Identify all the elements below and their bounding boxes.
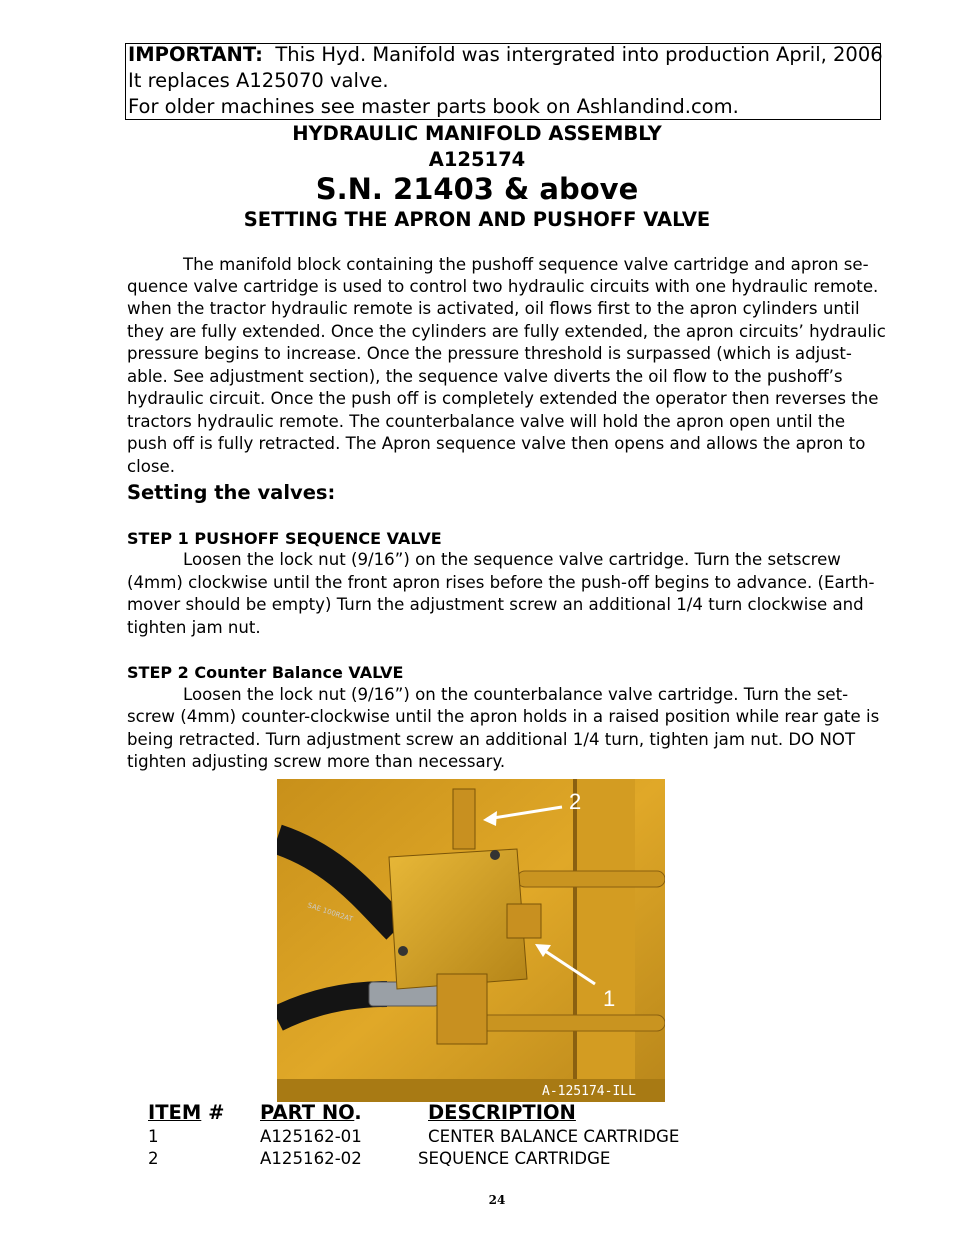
lower-tube	[457, 1015, 665, 1031]
step1-line: (4mm) clockwise until the front apron rises before the push-off begins to advance. (Earth-	[127, 573, 875, 592]
notice-line-1	[128, 44, 883, 66]
intro-line: pressure begins to increase. Once the pressure threshold is surpassed (which is adjust-	[127, 344, 852, 363]
row2-item: 2	[148, 1149, 159, 1168]
manifold-photo	[277, 779, 665, 1102]
assembly-number: A125174	[428, 148, 526, 171]
step2-line: Loosen the lock nut (9/16”) on the counterbalance valve cartridge. Turn the set-	[183, 685, 849, 704]
intro-line: tractors hydraulic remote. The counterbalance valve will hold the apron open until the	[127, 412, 846, 431]
header-part-period: .	[354, 1101, 362, 1124]
upper-tube	[517, 871, 665, 887]
hose-print: SAE 100R2AT	[306, 901, 354, 924]
intro-line: quence valve cartridge is used to control two hydraulic circuits with one hydraulic remote.	[127, 277, 879, 296]
lower-fitting	[437, 974, 487, 1044]
important-notice-box	[125, 43, 881, 120]
notice-label: IMPORTANT:	[128, 43, 263, 66]
bolt	[398, 946, 408, 956]
photo-caption: A-125174-ILL	[542, 1084, 636, 1099]
notice-line-3: For older machines see master parts book on Ashlandind.com.	[128, 95, 739, 118]
section-subtitle: SETTING THE APRON AND PUSHOFF VALVE	[243, 208, 711, 231]
callout-1: 1	[603, 986, 616, 1011]
intro-line: when the tractor hydraulic remote is activated, oil flows first to the apron cylinders until	[127, 299, 860, 318]
manifold-block	[389, 849, 527, 989]
counter-balance-cartridge	[507, 904, 541, 938]
bolt	[490, 850, 500, 860]
step1-heading: STEP 1 PUSHOFF SEQUENCE VALVE	[127, 529, 442, 548]
step1-line: mover should be empty) Turn the adjustment screw an additional 1/4 turn clockwise and	[127, 595, 864, 614]
serial-number-heading: S.N. 21403 & above	[315, 172, 639, 206]
step2-line: being retracted. Turn adjustment screw an additional 1/4 turn, tighten jam nut. DO NOT	[127, 730, 856, 749]
header-item-label: ITEM	[148, 1101, 202, 1124]
intro-line: push off is fully retracted. The Apron sequence valve then opens and allows the apron to	[127, 434, 866, 453]
header-part	[260, 1101, 362, 1124]
callout-2: 2	[569, 789, 582, 814]
row2-part: A125162-02	[260, 1149, 362, 1168]
intro-line: hydraulic circuit. Once the push off is completely extended the operator then reverses the	[127, 389, 879, 408]
header-item-hash: #	[208, 1101, 225, 1124]
frame-post	[575, 779, 635, 1102]
frame-edge	[573, 779, 577, 1102]
header-part-label: PART NO	[260, 1101, 355, 1124]
setting-valves-heading: Setting the valves:	[127, 481, 336, 504]
intro-line: they are fully extended. Once the cylinders are fully extended, the apron circuits’ hydraulic	[127, 322, 886, 341]
page-number: 24	[488, 1193, 506, 1207]
step2-line: tighten adjusting screw more than necessary.	[127, 752, 506, 771]
intro-line: able. See adjustment section), the sequence valve diverts the oil flow to the pushoff’s	[127, 367, 843, 386]
step1-line: Loosen the lock nut (9/16”) on the sequence valve cartridge. Turn the setscrew	[183, 550, 841, 569]
step2-heading: STEP 2 Counter Balance VALVE	[127, 663, 404, 682]
step1-line: tighten jam nut.	[127, 618, 261, 637]
intro-line: The manifold block containing the pushoff sequence valve cartridge and apron se-	[183, 255, 869, 274]
header-description: DESCRIPTION	[428, 1101, 576, 1124]
notice-line-2: It replaces A125070 valve.	[128, 69, 389, 92]
row1-description: CENTER BALANCE CARTRIDGE	[428, 1127, 680, 1146]
intro-line: close.	[127, 457, 176, 476]
header-item	[148, 1101, 224, 1124]
row1-part: A125162-01	[260, 1127, 362, 1146]
notice-text-1: This Hyd. Manifold was intergrated into production April, 2006	[275, 43, 883, 66]
page-title: HYDRAULIC MANIFOLD ASSEMBLY	[292, 122, 662, 145]
manifold-illustration	[277, 779, 665, 1102]
step2-line: screw (4mm) counter-clockwise until the apron holds in a raised position while rear gate is	[127, 707, 880, 726]
row1-item: 1	[148, 1127, 159, 1146]
row2-description: SEQUENCE CARTRIDGE	[418, 1149, 611, 1168]
sequence-cartridge	[453, 789, 475, 849]
